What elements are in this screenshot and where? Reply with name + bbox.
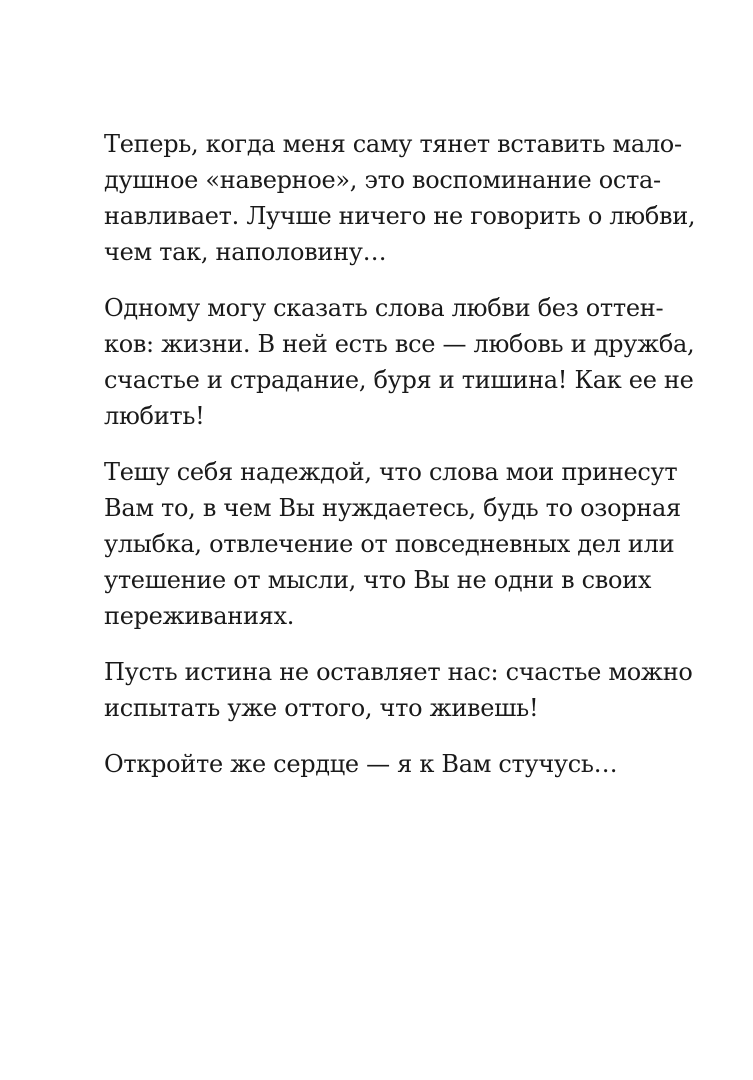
paragraph-1 bbox=[104, 126, 696, 270]
paragraph-4 bbox=[104, 654, 693, 726]
body-text bbox=[104, 126, 696, 802]
text-line: ков: жизни. В ней есть все — любовь и дружба, bbox=[104, 330, 695, 358]
paragraph-5 bbox=[104, 746, 664, 782]
paragraph-2 bbox=[104, 290, 695, 434]
text-line: чем так, наполовину… bbox=[104, 238, 387, 266]
text-line: Одному могу сказать слова любви без оттен- bbox=[104, 294, 664, 322]
text-line: душное «наверное», это воспоминание оста- bbox=[104, 166, 661, 194]
text-line: счастье и страдание, буря и тишина! Как ее не bbox=[104, 366, 694, 394]
text-line: утешение от мысли, что Вы не одни в своих bbox=[104, 566, 652, 594]
text-line: Вам то, в чем Вы нуждаетесь, будь то озорная bbox=[104, 494, 681, 522]
text-line: любить! bbox=[104, 402, 205, 430]
text-line: навливает. Лучше ничего не говорить о любви, bbox=[104, 202, 696, 230]
text-line: улыбка, отвлечение от повседневных дел или bbox=[104, 530, 675, 558]
paragraph-3 bbox=[104, 454, 681, 634]
text-line: переживаниях. bbox=[104, 602, 295, 630]
text-line: Откройте же сердце — я к Вам стучусь… bbox=[104, 750, 618, 778]
text-line: Пусть истина не оставляет нас: счастье можно bbox=[104, 658, 693, 686]
text-line: испытать уже оттого, что живешь! bbox=[104, 694, 539, 722]
text-line: Тешу себя надеждой, что слова мои принесут bbox=[104, 458, 678, 486]
text-line: Теперь, когда меня саму тянет вставить мало- bbox=[104, 130, 682, 158]
